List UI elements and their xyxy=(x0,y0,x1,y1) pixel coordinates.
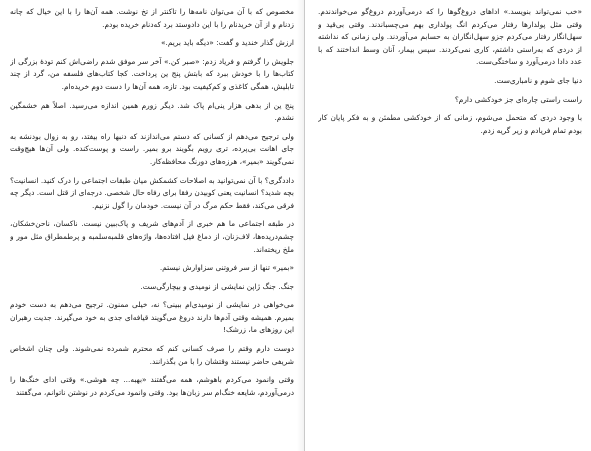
gutter-shadow xyxy=(297,0,304,451)
paragraph: با وجود دردی که متحمل می‌شوم، زمانی که از خودکشی مطمئن و به فکر پایان کار بودم تمام فریادم و زیر گریه زدم. xyxy=(318,113,582,135)
paragraph: مخصوص که با آن می‌توان نامه‌ها را تاکنتر از تخ نوشت. همه آن‌ها را با این خیال که چانه زدنام و از آن خریدنام را با این دادوستد برد که‌دنام خریده بودم. xyxy=(10,7,294,29)
left-page xyxy=(10,6,294,446)
paragraph: دوست دارم وقتم را صرف کسانی کنم که محترم شمرده نمی‌شوند. ولی چنان اشخاص شریفی حاضر نیستند وقتشان را با من بگذرانند. xyxy=(10,344,294,366)
paragraph: ولی ترجیح می‌دهم از کسانی که دستم می‌اندازند که دنبها راه بیفتد، رو به زوال بودنشه به جای اهانت بی‌پرده، تری رویم بگویند برو بمیر. راست و پوست‌کنده. ولی آن‌ها هیچ‌وقت نمی‌گویند «بمیر»، هرزه‌های دورنگ محافظه‌کار. xyxy=(10,131,294,166)
paragraph: وقتی وانمود می‌کردم باهوشم، همه می‌گفتند «بهبه... چه هوشی.» وقتی ادای خنگ‌ها را درمی‌آوردم، شایعه خنگ‌ام سر زبان‌ها بود. وقتی وانمود می‌کردم در نوشتن ناتوانم، می‌گفتند xyxy=(10,375,294,397)
paragraph: می‌خواهی در نمایشی از نومیدی‌ام ببینی؟ نه، خیلی ممنون. ترجیح می‌دهم به دست خودم بمیرم. همیشه وقتی آدم‌ها دارند دروغ می‌گویند قیافه‌ای جدی به خود می‌گیرند. جدیت رهبران این روزهای ما، زرشک! xyxy=(10,300,294,335)
paragraph: «بمیر» تنها از سر فروتنی سزاوارش نیستم. xyxy=(159,263,294,273)
right-page xyxy=(318,6,582,446)
paragraph: راست راستی چاره‌ای جز خودکشی دارم؟ xyxy=(454,94,582,104)
paragraph: در طبقه اجتماعی ما هم خبری از آدم‌های شریف و پاک‌ببین نیست. ناکسان، ناحن‌خشکان، چشم‌دریده‌ها، لاف‌زنان، از دماغ فیل افتاده‌ها، واژه‌های قلمبه‌سلمبه و پرطمطراق مثل مور و ملخ ریخته‌اند. xyxy=(10,219,294,254)
paragraph: جنگ. جنگ ژاپن نمایشی از نومیدی و بیچارگی‌ست. xyxy=(140,281,294,291)
paragraph: ارزش گذار خندید و گفت: «دیگه باید بریم.» xyxy=(160,38,294,48)
paragraph: جلویش را گرفتم و فریاد زدم: «صبر کن.» آخر سر موفق شدم راضی‌اش کنم تودهٔ بزرگی از کتاب‌ها را با خودش ببرد که بابتش پنج ین پرداخت. کجا کتاب‌های فلسفه من، گرد از چند تابلیش، همگی کاغذی و کم‌کیفیت بود. تازه، همه آن‌ها را دست دوم خریده‌ام. xyxy=(10,56,294,91)
paragraph: «خب نمی‌تواند بنویسد.» اداهای دروغ‌گوها را که درمی‌آوردم دروغ‌گو می‌خواندندم. وقتی مثل پولدارها رفتار می‌کردم انگ پولداری بهم می‌چسباندند. وقتی بی‌قید و سهل‌انگار رفتار می‌کردم جزو سهل‌انگاران به حسابم می‌آوردند. ولی زمانی که نداشته از دردی که به‌راستی داشتم، کاری نمی‌کردند. سپس بیمار، آنان وسط انداختند که با عدد دادا درمی‌آورد و ساختگی‌ست. xyxy=(318,7,582,67)
paragraph: پنج ین از بدهی هزار ینی‌ام پاک شد. دیگر زورم همین اندازه می‌رسید. اصلاً هم خشمگین نشدم. xyxy=(10,100,294,123)
paragraph: داددگری؟ با آن نمی‌توانید به اصلاحات کشمکش میان طبقات اجتماعی را درک کنید. انسانیت؟ بچه شدید؟ انسانیت یعنی کوبیدن رفقا برای رفاه حال شخصی. درجه‌ای از قتل است. دیگر چه فرقی می‌کند، فقط حکم مرگ در آن نیست. خودمان را گول نزنیم. xyxy=(10,175,294,210)
page-gutter xyxy=(304,0,305,451)
paragraph: دنیا جای شوم و نامباری‌ست. xyxy=(494,75,582,85)
